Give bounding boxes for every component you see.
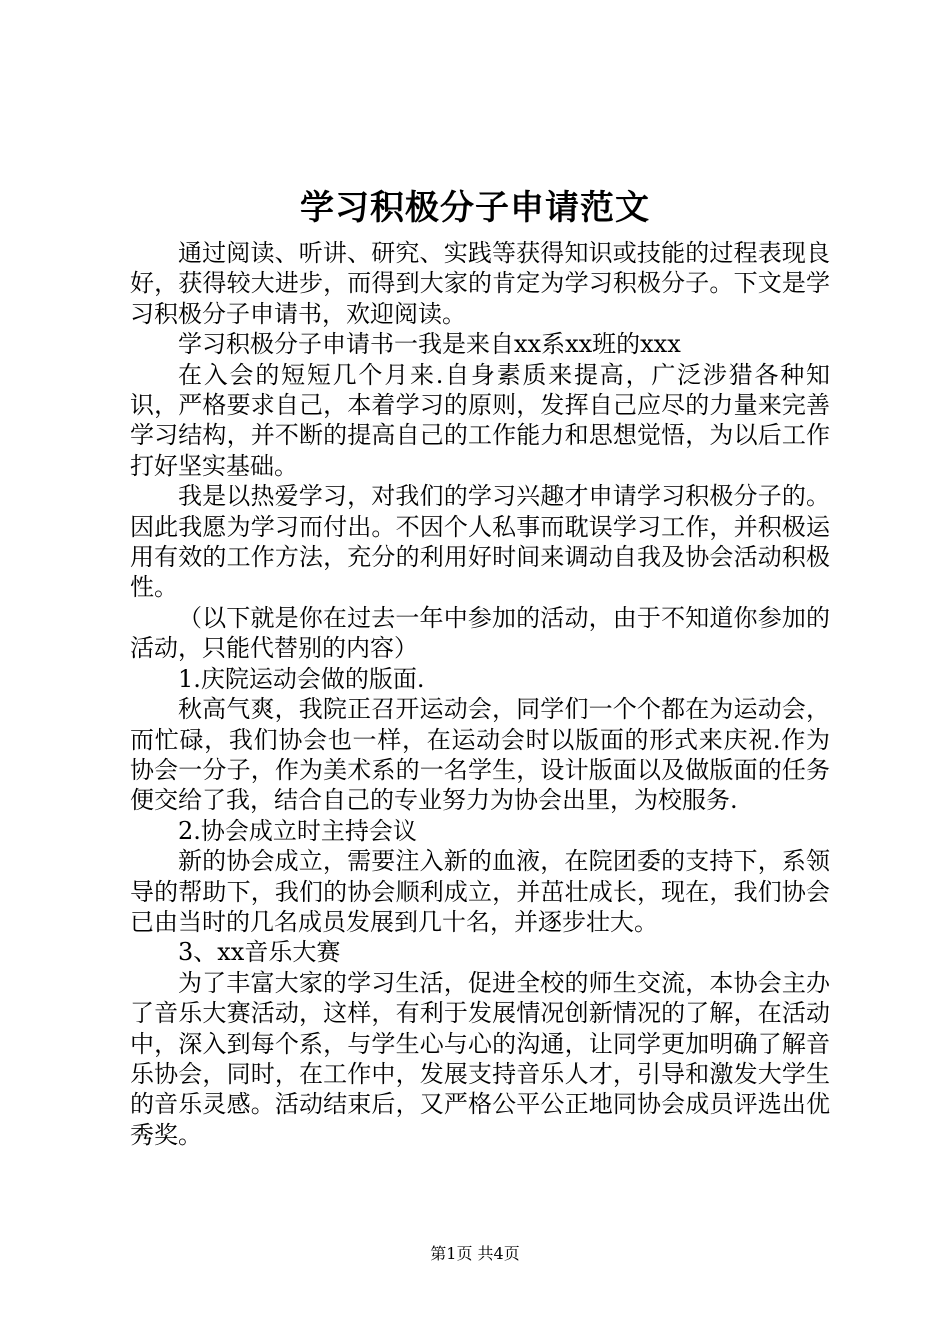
paragraph: 学习积极分子申请书一我是来自xx系xx班的xxx	[178, 330, 681, 359]
page-footer: 第1页 共4页	[430, 1244, 520, 1263]
paragraph: 秋高气爽，我院正召开运动会，同学们一个个都在为运动会，而忙碌，我们协会也一样，在运动会时以版面的形式来庆祝.作为协会一分子，作为美术系的一名学生，设计版面以及做版面的任务便交给了我，结合自己的专业努力为协会出里，为校服务.	[130, 695, 830, 815]
paragraph: 在入会的短短几个月来.自身素质来提高，广泛涉猎各种知识，严格要求自己，本着学习的原则，发挥自己应尽的力量来完善学习结构，并不断的提高自己的工作能力和思想觉悟，为以后工作打好坚实基础。	[130, 360, 830, 480]
document-body	[130, 238, 830, 1150]
paragraph: （以下就是你在过去一年中参加的活动，由于不知道你参加的活动，只能代替别的内容）	[130, 603, 830, 663]
section-heading: 2.协会成立时主持会议	[178, 816, 417, 845]
paragraph: 新的协会成立，需要注入新的血液，在院团委的支持下，系领导的帮助下，我们的协会顺利成立，并茁壮成长，现在，我们协会已由当时的几名成员发展到几十名，并逐步壮大。	[130, 847, 830, 936]
paragraph: 我是以热爱学习，对我们的学习兴趣才申请学习积极分子的。因此我愿为学习而付出。不因个人私事而耽误学习工作，并积极运用有效的工作方法，充分的利用好时间来调动自我及协会活动积极性。	[130, 482, 830, 602]
section-heading: 1.庆院运动会做的版面.	[178, 664, 425, 693]
paragraph: 为了丰富大家的学习生活，促进全校的师生交流，本协会主办了音乐大赛活动，这样，有利于发展情况创新情况的了解，在活动中，深入到每个系，与学生心与心的沟通，让同学更加明确了解音乐协会，同时，在工作中，发展支持音乐人才，引导和激发大学生的音乐灵感。活动结束后，又严格公平公正地同协会成员评选出优秀奖。	[130, 968, 830, 1149]
paragraph: 通过阅读、听讲、研究、实践等获得知识或技能的过程表现良好，获得较大进步，而得到大家的肯定为学习积极分子。下文是学习积极分子申请书，欢迎阅读。	[130, 239, 830, 328]
document-title: 学习积极分子申请范文	[300, 188, 650, 228]
section-heading: 3、xx音乐大赛	[178, 938, 341, 967]
